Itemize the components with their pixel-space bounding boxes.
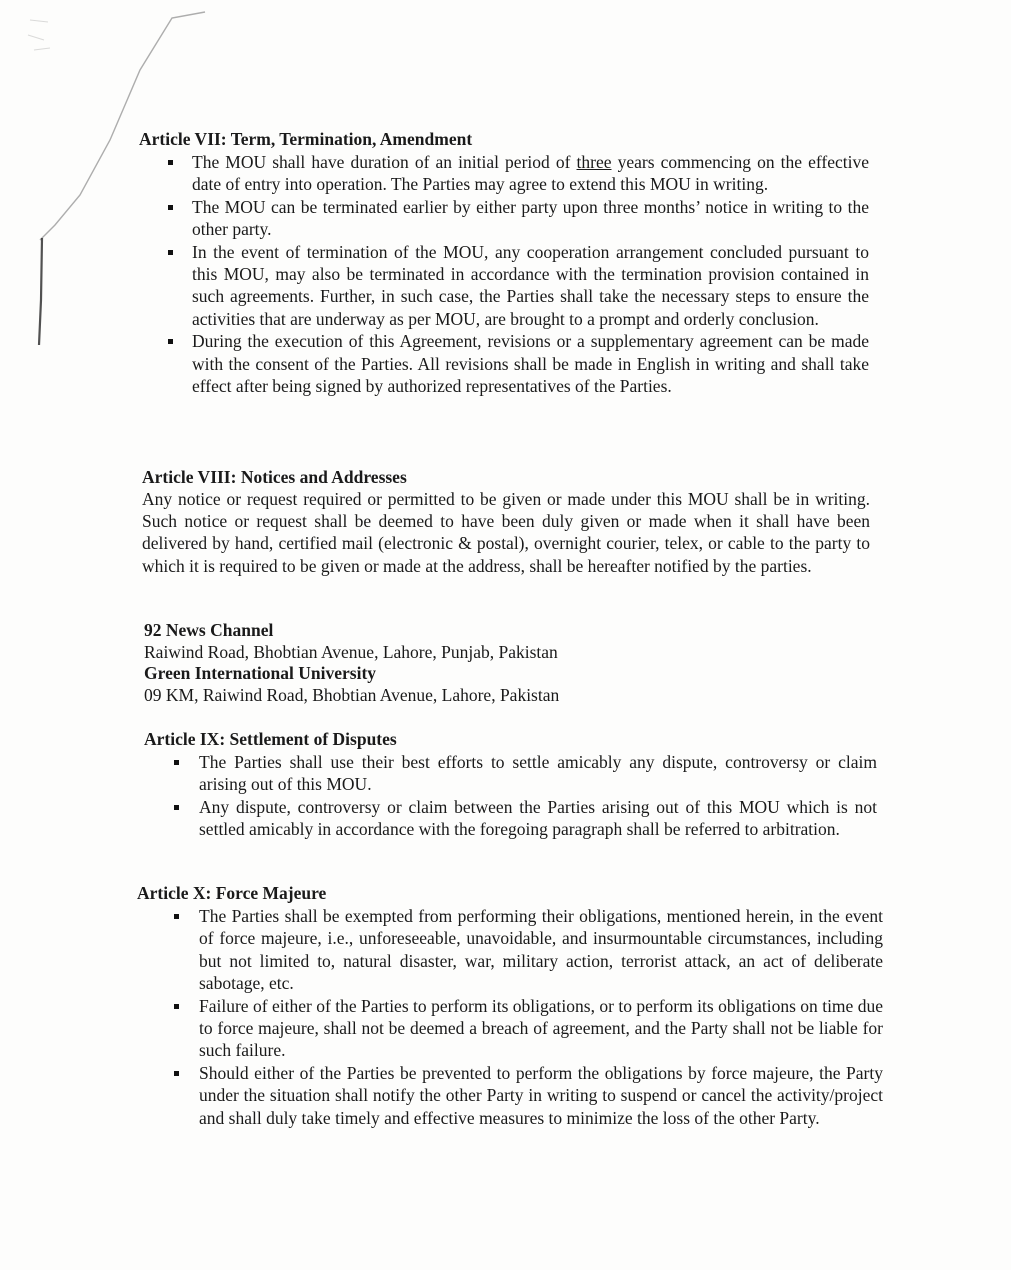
- bullet-icon: [168, 339, 173, 344]
- list-item: Should either of the Parties be prevented to perform the obligations by force majeure, the Party under the situation shall notify the other Party in writing to suspend or cancel the activity/project and shall duly take timely and effective measures to minimize the loss of the other Party.: [199, 1062, 883, 1129]
- party1-name: 92 News Channel: [144, 620, 274, 640]
- list-item: During the execution of this Agreement, revisions or a supplementary agreement can be made with the consent of the Parties. All revisions shall be made in English in writing and shall take effect after being signed by authorized representatives of the Parties.: [192, 330, 869, 397]
- list-item: Any dispute, controversy or claim between the Parties arising out of this MOU which is not settled amicably in accordance with the foregoing paragraph shall be referred to arbitration.: [199, 796, 877, 841]
- list-item: The MOU can be terminated earlier by either party upon three months’ notice in writing to the other party.: [192, 196, 869, 241]
- list-item: The MOU shall have duration of an initial period of three years commencing on the effective date of entry into operation. The Parties may agree to extend this MOU in writing.: [192, 151, 869, 196]
- party2-address: 09 KM, Raiwind Road, Bhobtian Avenue, Lahore, Pakistan: [144, 684, 560, 705]
- bullet-icon: [174, 914, 179, 919]
- article-viii-body: Any notice or request required or permitted to be given or made under this MOU shall be in writing. Such notice or request shall be deemed to have been duly given or made when it shall have been delivered by hand, certified mail (electronic & postal), overnight courier, telex, or cable to the party to which it is required to be given or made at the address, shall be hereafter notified by the parties.: [142, 489, 870, 576]
- list-item: The Parties shall be exempted from performing their obligations, mentioned herein, in the event of force majeure, i.e., unforeseeable, unavoidable, and insurmountable circumstances, including but not limited to, natural disaster, war, military action, terrorist attack, an act of deliberate sabotage, etc.: [199, 905, 883, 995]
- bullet-icon: [174, 760, 179, 765]
- article-x-section: [137, 882, 885, 1129]
- article-vii-section: [139, 128, 879, 397]
- list-item: The Parties shall use their best efforts to settle amicably any dispute, controversy or claim arising out of this MOU.: [199, 751, 877, 796]
- underlined-term: three: [576, 152, 612, 172]
- article-ix-heading: Article IX: Settlement of Disputes: [144, 729, 397, 749]
- article-ix-section: [144, 728, 879, 841]
- bullet-icon: [168, 250, 173, 255]
- article-viii-section: [142, 466, 870, 577]
- party2-name: Green International University: [144, 663, 377, 683]
- list-item: In the event of termination of the MOU, any cooperation arrangement concluded pursuant to this MOU, may also be terminated in accordance with the termination provision contained in such agreements. Further, in such case, the Parties shall take the necessary steps to ensure the activities that are underway as per MOU, are brought to a prompt and orderly conclusion.: [192, 241, 869, 331]
- list-item: Failure of either of the Parties to perform its obligations, or to perform its obligations on time due to force majeure, shall not be deemed a breach of agreement, and the Party shall not be liable for such failure.: [199, 995, 883, 1062]
- addresses-block: [144, 620, 744, 706]
- bullet-icon: [174, 1004, 179, 1009]
- bullet-icon: [168, 205, 173, 210]
- bullet-icon: [174, 1071, 179, 1076]
- bullet-icon: [174, 805, 179, 810]
- article-x-heading: Article X: Force Majeure: [137, 883, 327, 903]
- party1-address: Raiwind Road, Bhobtian Avenue, Lahore, Punjab, Pakistan: [144, 641, 558, 662]
- bullet-icon: [168, 160, 173, 165]
- article-vii-heading: Article VII: Term, Termination, Amendment: [139, 129, 473, 149]
- article-viii-heading: Article VIII: Notices and Addresses: [142, 467, 407, 487]
